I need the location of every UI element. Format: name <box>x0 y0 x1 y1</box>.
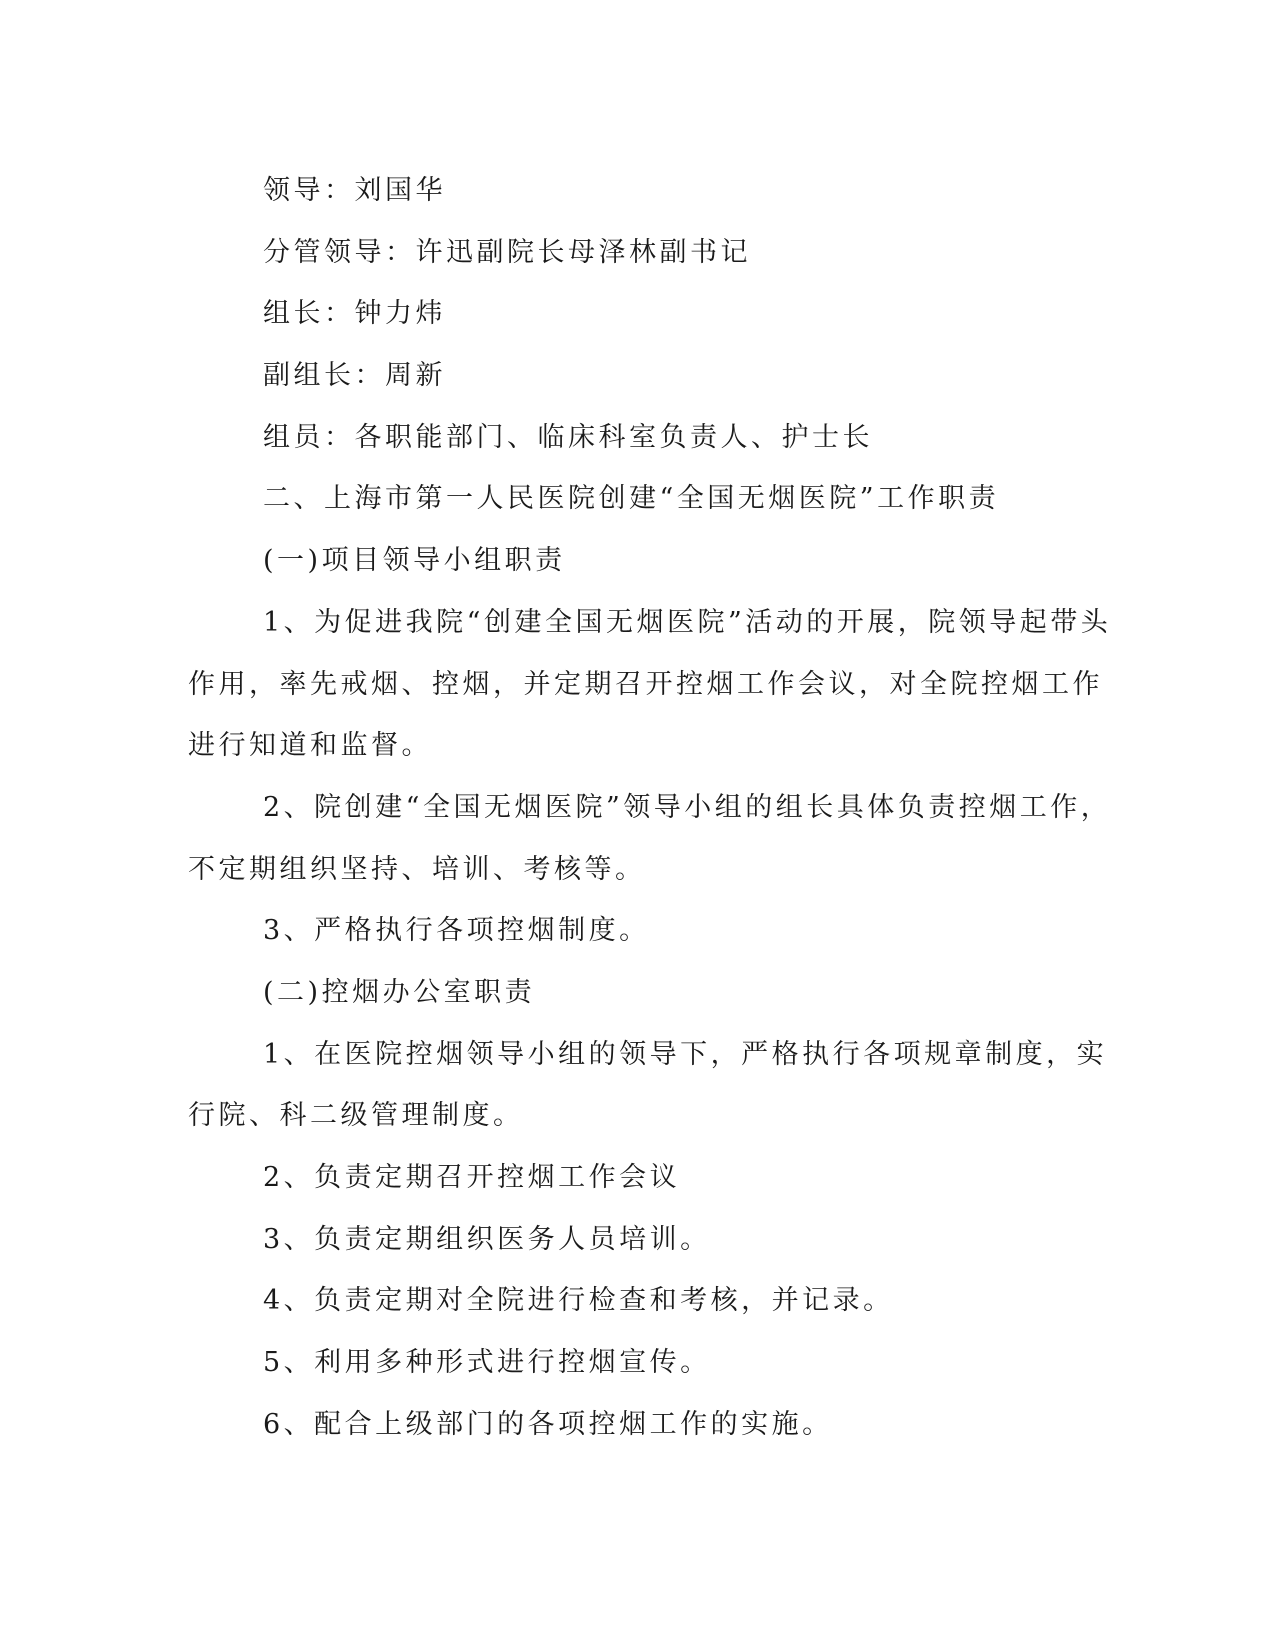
members-line: 组员：各职能部门、临床科室负责人、护士长 <box>263 421 873 453</box>
paragraph-line: 1、为促进我院“创建全国无烟医院”活动的开展，院领导起带头 <box>263 606 1112 638</box>
paragraph-line: 6、配合上级部门的各项控烟工作的实施。 <box>263 1408 833 1440</box>
leader-line: 领导：刘国华 <box>263 175 446 206</box>
paragraph-line: 2、负责定期召开控烟工作会议 <box>263 1162 681 1193</box>
subheading-leadership-group: (一)项目领导小组职责 <box>263 545 566 577</box>
paragraph-line: 3、严格执行各项控烟制度。 <box>263 915 650 947</box>
paragraph-line: 行院、科二级管理制度。 <box>188 1100 524 1132</box>
paragraph-line: 5、利用多种形式进行控烟宣传。 <box>263 1347 711 1379</box>
document-body <box>188 160 1112 1455</box>
paragraph-line: 不定期组织坚持、培训、考核等。 <box>188 853 646 885</box>
deputy-head-line: 副组长：周新 <box>263 360 446 392</box>
group-head-line: 组长：钟力炜 <box>263 298 446 330</box>
subheading-tobacco-office: (二)控烟办公室职责 <box>263 976 536 1008</box>
paragraph-line: 2、院创建“全国无烟医院”领导小组的组长具体负责控烟工作， <box>263 791 1112 823</box>
section-heading-duties: 二、上海市第一人民医院创建“全国无烟医院”工作职责 <box>263 483 1000 515</box>
paragraph-line: 作用，率先戒烟、控烟，并定期召开控烟工作会议，对全院控烟工作 <box>188 668 1103 700</box>
paragraph-line: 进行知道和监督。 <box>188 730 432 762</box>
paragraph-line: 4、负责定期对全院进行检查和考核，并记录。 <box>263 1285 894 1317</box>
paragraph-line: 1、在医院控烟领导小组的领导下，严格执行各项规章制度，实 <box>263 1038 1108 1070</box>
deputy-leaders-line: 分管领导：许迅副院长母泽林副书记 <box>263 236 751 268</box>
paragraph-line: 3、负责定期组织医务人员培训。 <box>263 1223 711 1255</box>
